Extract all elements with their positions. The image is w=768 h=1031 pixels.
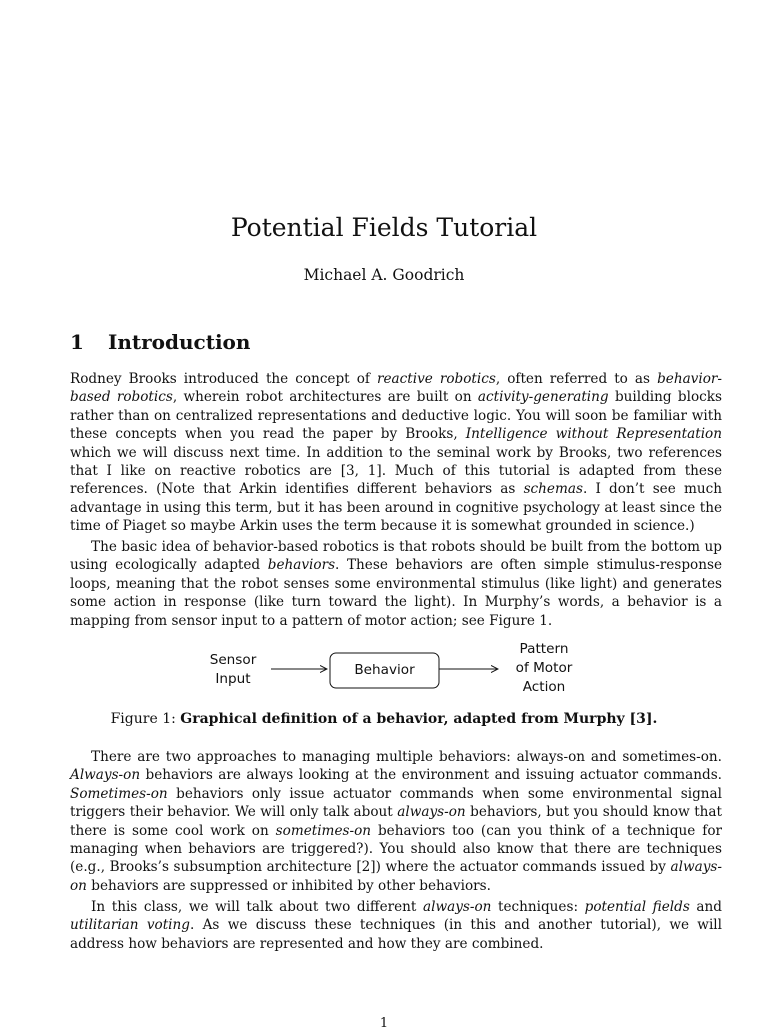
page-number: 1	[379, 1016, 389, 1031]
motor-action-line-1: Pattern	[519, 641, 569, 657]
figure-caption	[0, 711, 768, 727]
text-run: behaviors too (can you think of a technique for managing when behaviors are triggered?). You should also know that there are techniques (e.g., Brooks’s subsumption architecture [2]) where the actuator commands issued by	[70, 822, 722, 876]
section-title: Introduction	[108, 330, 251, 354]
emphasized-text: always-on	[423, 899, 492, 915]
text-run: and	[689, 899, 722, 915]
emphasized-text: Intelligence without Representation	[465, 426, 722, 443]
emphasized-text: sometimes-on	[275, 822, 372, 839]
text-run: The basic idea of behavior-based robotics is that robots should be built from the bottom up using ecologically adapted	[70, 539, 722, 574]
text-run: behaviors, but you should know that there is some cool work on	[70, 804, 722, 839]
emphasized-text: always-on	[70, 859, 722, 894]
page-title: Potential Fields Tutorial	[230, 213, 538, 242]
emphasized-text: behavior-based robotics	[70, 371, 722, 406]
paragraph-approaches	[70, 748, 722, 895]
paragraph-behavior-definition	[70, 538, 722, 630]
sensor-input-label	[195, 651, 271, 689]
text-run: . As we discuss these techniques (in this and another tutorial), we will address how behaviors are represented and how they are combined.	[70, 917, 722, 952]
text-run: behaviors only issue actuator commands when some environmental signal triggers their behavior. We will only talk about	[70, 785, 722, 821]
text-run: . I don’t see much advantage in using this term, but it has been around in cognitive psychology at least since the time of Piaget so maybe Arkin uses the term because it is somewhat grounded in science.)	[70, 481, 722, 535]
emphasized-text: always-on	[397, 804, 466, 821]
paragraph-techniques	[70, 898, 722, 953]
paragraph-intro	[70, 370, 722, 536]
emphasized-text: reactive robotics	[377, 371, 496, 387]
emphasized-text: utilitarian voting	[70, 917, 190, 934]
text-run: behaviors are suppressed or inhibited by other behaviors.	[86, 877, 491, 894]
text-run: building blocks rather than on centralized representations and deductive logic. You will soon be familiar with these concepts when you read the paper by Brooks,	[70, 389, 722, 443]
behavior-diagram	[195, 638, 595, 702]
motor-action-line-3: Action	[522, 679, 566, 695]
sensor-input-line-1: Sensor	[209, 652, 257, 668]
emphasized-text: activity-generating	[477, 389, 609, 406]
text-run: which we will discuss next time. In addition to the seminal work by Brooks, two references that I like on reactive robotics are [3, 1]. Much of this tutorial is adapted from these references. (Note that Arkin identifies different behaviors as	[70, 444, 722, 498]
emphasized-text: potential fields	[584, 899, 690, 915]
emphasized-text: schemas	[523, 481, 583, 498]
behavior-box-label: Behavior	[354, 662, 415, 678]
emphasized-text: behaviors	[267, 557, 336, 574]
page-author: Michael A. Goodrich	[303, 266, 465, 284]
text-run: techniques:	[491, 899, 585, 915]
motor-action-line-2: of Motor	[515, 660, 573, 676]
motor-action-label	[499, 640, 589, 697]
emphasized-text: Always-on	[70, 767, 141, 784]
text-run: In this class, we will talk about two different	[91, 899, 423, 915]
section-number: 1	[70, 330, 84, 354]
section-heading	[70, 330, 250, 354]
text-run: , wherein robot architectures are built on	[172, 389, 478, 406]
text-run: , often referred to as	[495, 371, 658, 387]
text-run: . These behaviors are often simple stimulus-response loops, meaning that the robot senses some environmental stimulus (like light) and generates some action in response (like turn toward the light). In Murphy’s words, a behavior is a mapping from sensor input to a pattern of motor action; see Figure 1.	[70, 557, 722, 629]
emphasized-text: Sometimes-on	[70, 785, 168, 802]
figure-caption-prefix: Figure 1:	[110, 711, 176, 727]
text-run: behaviors are always looking at the environment and issuing actuator commands.	[140, 767, 722, 784]
text-run: Rodney Brooks introduced the concept of	[70, 371, 377, 387]
sensor-input-line-2: Input	[215, 671, 251, 687]
figure-caption-text: Graphical definition of a behavior, adapted from Murphy [3].	[180, 711, 658, 727]
text-run: There are two approaches to managing multiple behaviors: always-on and sometimes-on.	[91, 749, 722, 765]
